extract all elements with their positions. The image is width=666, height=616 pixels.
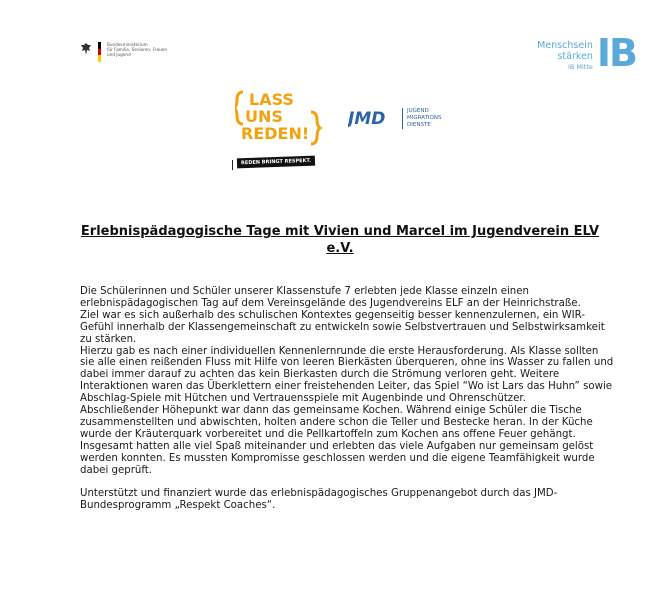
paragraph: Abschließender Höhepunkt war dann das gemeinsame Kochen. Während einige Schüler die Tische zusammenstellten und abwischten, holten andere schon die Teller und Bestecke heran. In der Küche wurde der Kräuterquark vorbereitet und die Pellkartoffeln zum Kochen ans offene Feuer gehängt. bbox=[80, 405, 593, 440]
spacer bbox=[80, 477, 615, 489]
ib-subtitle: IB Mitte bbox=[567, 63, 593, 71]
paragraph: Hierzu gab es nach einer individuellen Kennenlernrunde die erste Herausforderung. Als Klasse sollten sie alle einen reißenden Fluss mit Hilfe von leeren Bierkästen überqueren, ohne ins Wasser zu fallen und dabei immer darauf zu achten das kein Bierkasten durch die Strömung verloren geht. Weitere Interaktionen waren das Überklettern einer freistehenden Leiter, das Spiel “Wo ist Lars das Huhn” sowie Abschlag-Spiele mit Hütchen und Vertrauensspiele mit Augenbinde und Ohrenschützer. bbox=[80, 345, 614, 405]
campaign-line-2: UNS bbox=[245, 107, 283, 126]
flag-stripe bbox=[98, 42, 101, 62]
campaign-line-1: LASS bbox=[249, 90, 294, 109]
jmd-line-2: MIGRATIONS bbox=[407, 114, 442, 121]
jmd-logo bbox=[348, 106, 441, 130]
ministry-logo bbox=[80, 42, 177, 62]
campaign-line-3: REDEN! bbox=[241, 124, 310, 143]
lass-uns-reden-logo bbox=[235, 88, 330, 167]
paragraph: Insgesamt hatten alle viel Spaß miteinander und erlebten das viele Aufgaben nur gemeinsam gelöst werden konnten. Es mussten Kompromisse geschlossen werden und die eigene Teamfähigkeit wurde dabei geprüft. bbox=[80, 440, 595, 476]
article-body bbox=[80, 286, 615, 512]
closing-paragraph: Unterstützt und finanziert wurde das erlebnispädagogisches Gruppenangebot durch das JMD-Bundesprogramm „Respekt Coaches“. bbox=[80, 488, 558, 512]
ib-mark: IB bbox=[596, 31, 636, 75]
article-title: Erlebnispädagogische Tage mit Vivien und Marcel im Jugendverein ELV e.V. bbox=[80, 224, 600, 256]
campaign-wordmark bbox=[235, 88, 330, 148]
ib-logo bbox=[537, 31, 636, 75]
campaign-tagline: REDEN BRINGT RESPEKT. bbox=[237, 156, 315, 169]
eagle-icon bbox=[80, 42, 92, 56]
ministry-name: Bundesministerium für Familie, Senioren, Frauen und Jugend bbox=[107, 42, 167, 57]
ib-slogan-line-2: stärken bbox=[557, 51, 593, 62]
jmd-line-1: JUGEND bbox=[407, 107, 429, 114]
jmd-wordmark bbox=[348, 106, 396, 130]
text-cursor bbox=[232, 160, 233, 170]
paragraph: Die Schülerinnen und Schüler unserer Klassenstufe 7 erlebten jede Klasse einzeln einen erlebnispädagogischen Tag auf dem Vereinsgelände des Jugendvereins ELF an der Heinrichstraße. bbox=[80, 286, 581, 309]
jmd-line-3: DIENSTE bbox=[407, 121, 431, 128]
jmd-mark: JMD bbox=[348, 109, 386, 129]
ib-slogan-line-1: Menschsein bbox=[537, 40, 593, 51]
paragraph: Ziel war es sich außerhalb des schulischen Kontextes gegenseitig besser kennenzulernen, ein WIR-Gefühl innerhalb der Klassengemeinschaft zu entwickeln sowie Selbstvertrauen und Selbstwirksamkeit zu stärken. bbox=[80, 309, 605, 345]
